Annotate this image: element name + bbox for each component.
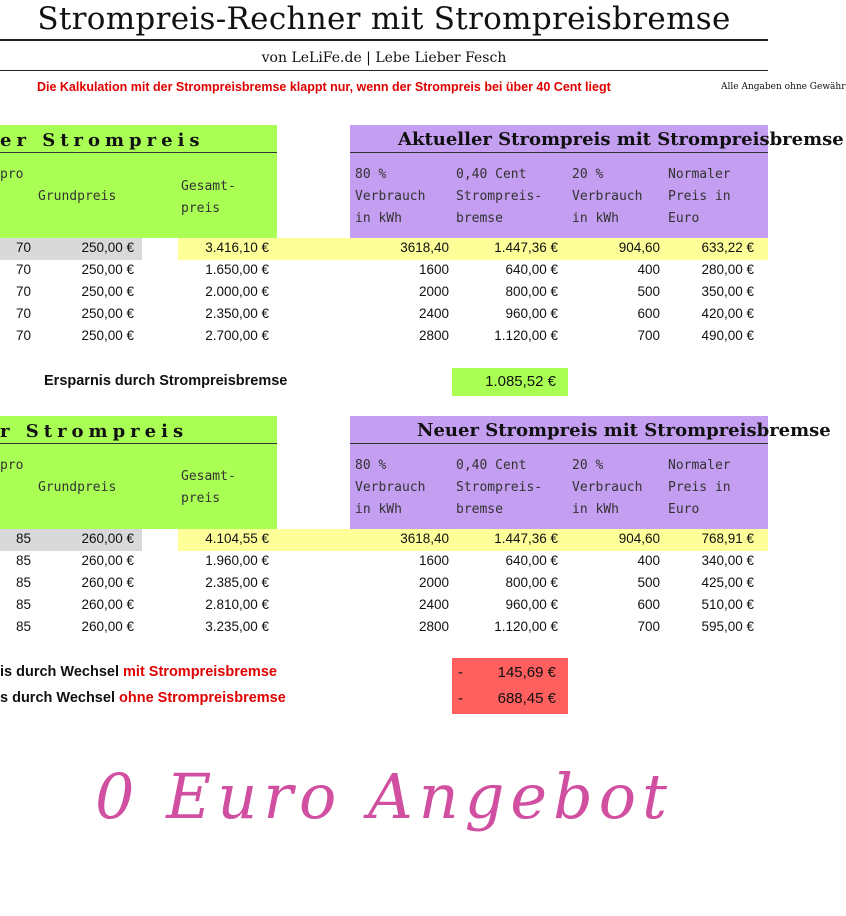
table-cell: 4.104,55 € — [205, 531, 269, 546]
table-cell: 260,00 € — [81, 597, 134, 612]
table-cell: 3618,40 — [400, 531, 449, 546]
table-cell: 2400 — [418, 597, 449, 612]
table-cell: 260,00 € — [81, 553, 134, 568]
table-cell: 2000 — [418, 284, 449, 299]
table-cell: 85 — [15, 575, 31, 590]
difference-sign-1: - — [458, 664, 463, 681]
page-title: Strompreis-Rechner mit Strompreisbremse — [37, 1, 731, 37]
table-cell: 420,00 € — [701, 306, 754, 321]
left-header-title-2: r Strompreis — [0, 421, 189, 442]
table-cell: 260,00 € — [81, 575, 134, 590]
table-cell: 904,60 — [618, 531, 660, 546]
table-cell: 85 — [15, 553, 31, 568]
table-cell: 904,60 — [618, 240, 660, 255]
table-cell: 1.120,00 € — [494, 619, 558, 634]
table-cell: 600 — [637, 306, 660, 321]
table-cell: 85 — [15, 619, 31, 634]
table-cell: 260,00 € — [81, 619, 134, 634]
table-cell: 633,22 € — [701, 240, 754, 255]
table-cell: 3.416,10 € — [205, 240, 269, 255]
subtitle: von LeLiFe.de | Lebe Lieber Fesch — [261, 50, 507, 66]
table-cell: 960,00 € — [505, 306, 558, 321]
col-verbrauch80-1: 80 % Verbrauch in kWh — [355, 167, 426, 226]
table-cell: 85 — [15, 531, 31, 546]
col-gesamtpreis-2: Gesamt- preis — [181, 469, 236, 506]
col-verbrauch80-2: 80 % Verbrauch in kWh — [355, 458, 426, 517]
table-cell: 2.000,00 € — [205, 284, 269, 299]
col-normal-1: Normaler Preis in Euro — [668, 167, 731, 226]
table-cell: 500 — [637, 575, 660, 590]
table-cell: 2800 — [418, 619, 449, 634]
table-cell: 400 — [637, 262, 660, 277]
table-cell: 85 — [15, 597, 31, 612]
table-cell: 2.385,00 € — [205, 575, 269, 590]
table-cell: 350,00 € — [701, 284, 754, 299]
table-cell: 250,00 € — [81, 328, 134, 343]
subtitle-rule — [0, 70, 768, 71]
col-verbrauch20-1: 20 % Verbrauch in kWh — [572, 167, 643, 226]
right-header-title-1: Aktueller Strompreis mit Strompreisbremse — [398, 129, 844, 150]
table-cell: 640,00 € — [505, 262, 558, 277]
table-cell: 400 — [637, 553, 660, 568]
col-normal-2: Normaler Preis in Euro — [668, 458, 731, 517]
table-cell: 490,00 € — [701, 328, 754, 343]
table-cell: 70 — [15, 262, 31, 277]
table-cell: 700 — [637, 328, 660, 343]
left-header-rule-2 — [0, 443, 277, 444]
difference-label-red-2: ohne Strompreisbremse — [119, 690, 286, 706]
offer-overlay-text: 0 Euro Angebot — [94, 760, 674, 833]
table-cell: 500 — [637, 284, 660, 299]
col-grundpreis-2: Grundpreis — [38, 480, 117, 495]
table-cell: 250,00 € — [81, 306, 134, 321]
table-cell: 250,00 € — [81, 284, 134, 299]
table-cell: 70 — [15, 328, 31, 343]
col-pro-1: pro — [0, 167, 24, 182]
table-cell: 250,00 € — [81, 262, 134, 277]
table-cell: 2.350,00 € — [205, 306, 269, 321]
difference-label-prefix-2: s durch Wechsel — [0, 690, 119, 706]
table-cell: 70 — [15, 284, 31, 299]
difference-label-red-1: mit Strompreisbremse — [123, 664, 277, 680]
table-cell: 3618,40 — [400, 240, 449, 255]
table-cell: 340,00 € — [701, 553, 754, 568]
table-cell: 640,00 € — [505, 553, 558, 568]
table-cell: 595,00 € — [701, 619, 754, 634]
col-verbrauch20-2: 20 % Verbrauch in kWh — [572, 458, 643, 517]
warning-text: Die Kalkulation mit der Strompreisbremse klappt nur, wenn der Strompreis bei über 40 Cent liegt — [37, 80, 611, 94]
table-cell: 600 — [637, 597, 660, 612]
right-header-rule-1 — [350, 152, 768, 153]
table-cell: 2.700,00 € — [205, 328, 269, 343]
table-cell: 800,00 € — [505, 575, 558, 590]
table-cell: 800,00 € — [505, 284, 558, 299]
difference-value-with-brake: 145,69 € — [497, 664, 556, 681]
table-cell: 250,00 € — [81, 240, 134, 255]
table-cell: 1600 — [418, 553, 449, 568]
difference-value-without-brake: 688,45 € — [497, 690, 556, 707]
difference-label-prefix-1: is durch Wechsel — [0, 664, 124, 680]
disclaimer-note: Alle Angaben ohne Gewähr — [721, 82, 846, 92]
table-cell: 3.235,00 € — [205, 619, 269, 634]
left-header-title-1: er Strompreis — [0, 130, 205, 151]
table-cell: 2400 — [418, 306, 449, 321]
table-cell: 2000 — [418, 575, 449, 590]
col-bremse-1: 0,40 Cent Strompreis- bremse — [456, 167, 543, 226]
table-cell: 1.447,36 € — [494, 531, 558, 546]
col-grundpreis-1: Grundpreis — [38, 189, 117, 204]
table-cell: 260,00 € — [81, 531, 134, 546]
table-cell: 70 — [15, 240, 31, 255]
col-pro-2: pro — [0, 458, 24, 473]
table-cell: 280,00 € — [701, 262, 754, 277]
table-cell: 768,91 € — [701, 531, 754, 546]
left-header-rule-1 — [0, 152, 277, 153]
table-cell: 960,00 € — [505, 597, 558, 612]
table-cell: 2.810,00 € — [205, 597, 269, 612]
table-cell: 1.960,00 € — [205, 553, 269, 568]
col-bremse-2: 0,40 Cent Strompreis- bremse — [456, 458, 543, 517]
difference-sign-2: - — [458, 690, 463, 707]
right-header-rule-2 — [350, 443, 768, 444]
difference-label-without-brake — [0, 690, 286, 706]
difference-label-with-brake — [0, 664, 277, 680]
title-rule — [0, 39, 768, 41]
table-cell: 2800 — [418, 328, 449, 343]
savings-value: 1.085,52 € — [485, 373, 556, 390]
table-cell: 1.447,36 € — [494, 240, 558, 255]
table-cell: 1.650,00 € — [205, 262, 269, 277]
right-header-title-2: Neuer Strompreis mit Strompreisbremse — [417, 420, 831, 441]
table-cell: 70 — [15, 306, 31, 321]
table-cell: 1600 — [418, 262, 449, 277]
col-gesamtpreis-1: Gesamt- preis — [181, 179, 236, 216]
savings-label: Ersparnis durch Strompreisbremse — [44, 373, 288, 389]
table-cell: 700 — [637, 619, 660, 634]
table-cell: 1.120,00 € — [494, 328, 558, 343]
table-cell: 425,00 € — [701, 575, 754, 590]
table-cell: 510,00 € — [701, 597, 754, 612]
